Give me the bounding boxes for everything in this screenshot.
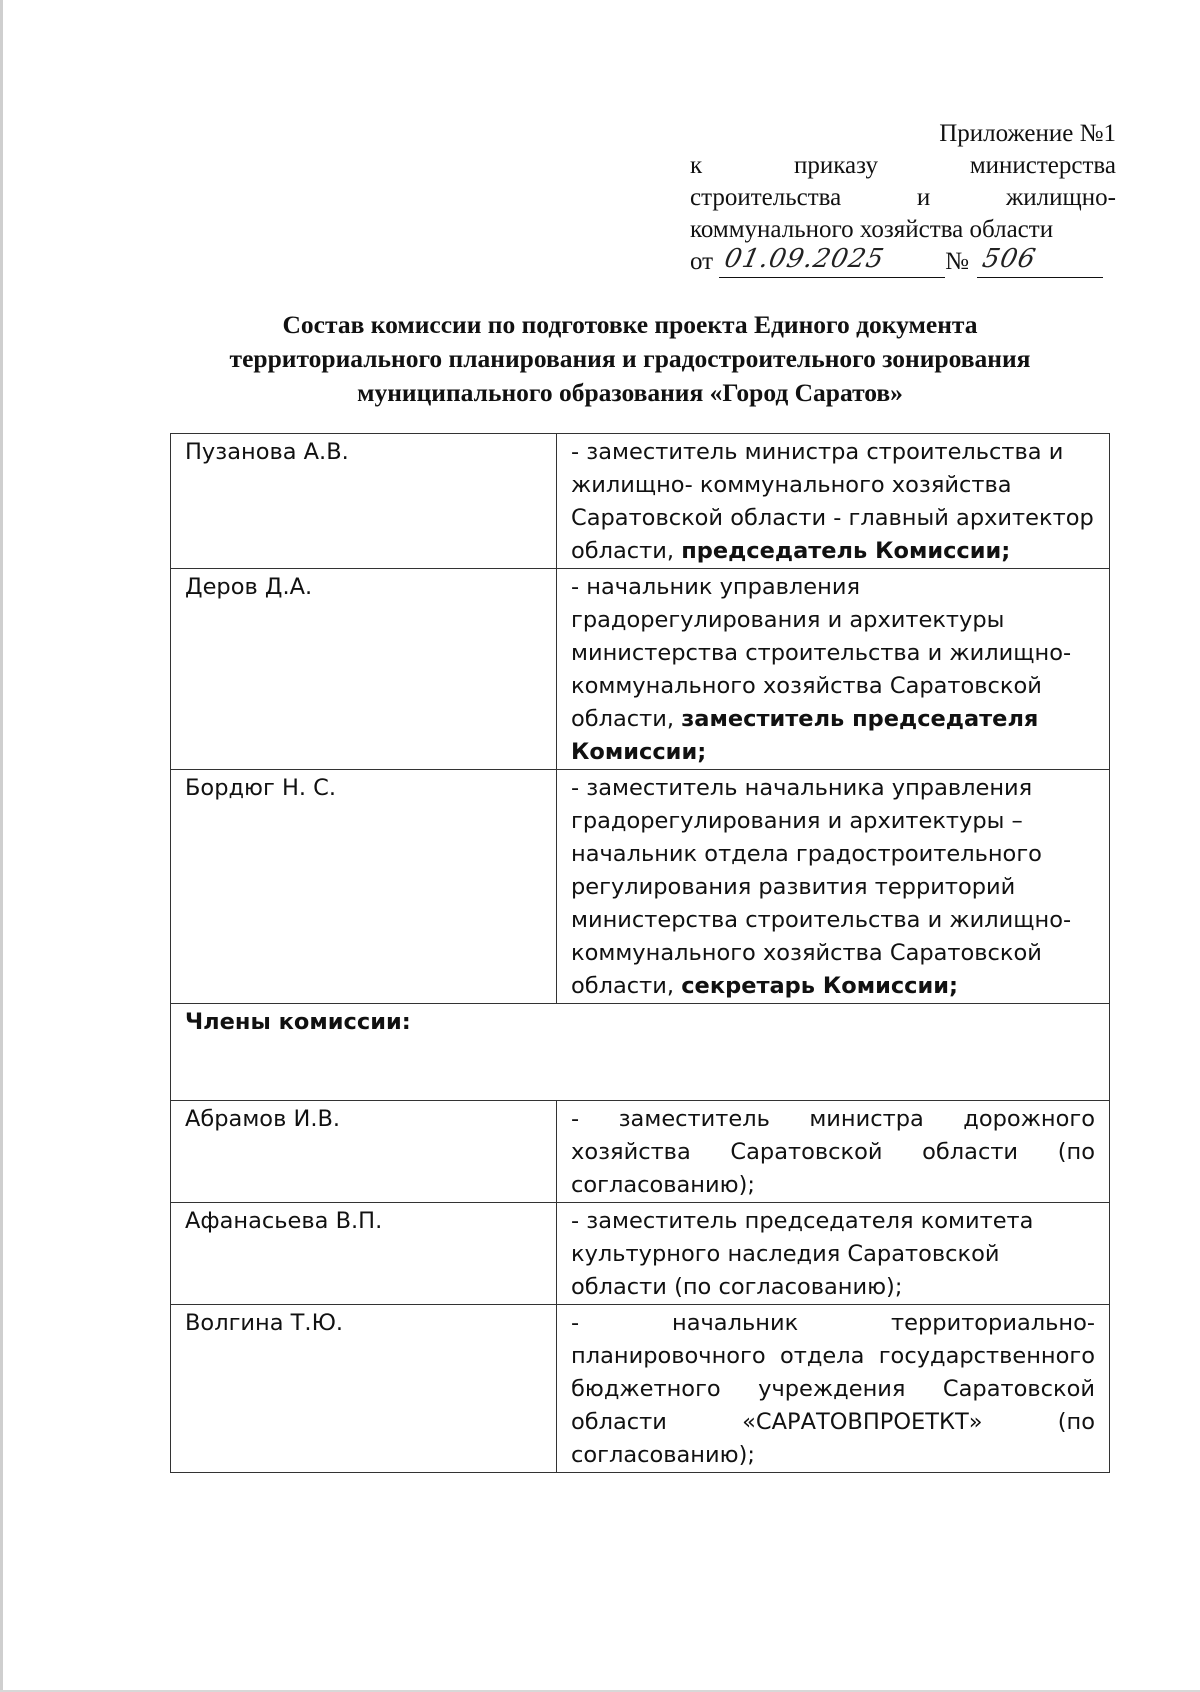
member-name: Деров Д.А. [171,569,557,770]
appendix-number: Приложение №1 [939,120,1116,147]
member-role: - начальник территориально-планировочного отдела государственного бюджетного учреждения Саратовской области «САРАТОВПРОЕТКТ» (по согласованию); [557,1305,1110,1473]
member-role: - заместитель председателя комитета культурного наследия Саратовской области (по согласованию); [557,1203,1110,1305]
order-date-number-line [690,246,1116,278]
appendix-line-2: к приказу министерства [690,152,1116,179]
role-highlight: секретарь Комиссии; [681,973,959,999]
commission-table [170,433,1110,1473]
member-role: - заместитель министра дорожного хозяйства Саратовской области (по согласованию); [557,1101,1110,1203]
number-label: № [945,248,969,275]
role-highlight: председатель Комиссии; [681,538,1011,564]
table-row [171,569,1110,770]
appendix-line-3: строительства и жилищно- [690,184,1116,211]
table-row [171,1203,1110,1305]
table-row [171,1305,1110,1473]
member-name: Волгина Т.Ю. [171,1305,557,1473]
role-highlight: заместитель председателя Комиссии; [571,706,1039,765]
document-title [170,308,1090,410]
date-field [719,244,945,278]
from-label: от [690,248,714,275]
scan-edge [0,0,3,1692]
table-row [171,770,1110,1004]
title-line-3: муниципального образования «Город Саратов» [357,378,903,407]
member-role: - заместитель министра строительства и жилищно- коммунального хозяйства Саратовской области - главный архитектор области, председатель Комиссии; [557,434,1110,569]
handwritten-number: 506 [979,244,1039,274]
member-name: Абрамов И.В. [171,1101,557,1203]
members-heading-row [171,1004,1110,1101]
table-row [171,1101,1110,1203]
appendix-line-4: коммунального хозяйства области [690,216,1054,243]
title-line-2: территориального планирования и градостроительного зонирования [229,344,1031,373]
members-heading: Члены комиссии: [171,1004,1110,1101]
member-name: Бордюг Н. С. [171,770,557,1004]
appendix-block [690,118,1116,278]
member-name: Афанасьева В.П. [171,1203,557,1305]
handwritten-date: 01.09.2025 [721,244,888,274]
member-role: - заместитель начальника управления градорегулирования и архитектуры – начальник отдела градостроительного регулирования развития территорий министерства строительства и жилищно-коммунального хозяйства Саратовской области, секретарь Комиссии; [557,770,1110,1004]
title-line-1: Состав комиссии по подготовке проекта Единого документа [282,310,978,339]
table-row [171,434,1110,569]
member-role: - начальник управления градорегулирования и архитектуры министерства строительства и жилищно-коммунального хозяйства Саратовской области, заместитель председателя Комиссии; [557,569,1110,770]
number-field [977,244,1103,278]
member-name: Пузанова А.В. [171,434,557,569]
